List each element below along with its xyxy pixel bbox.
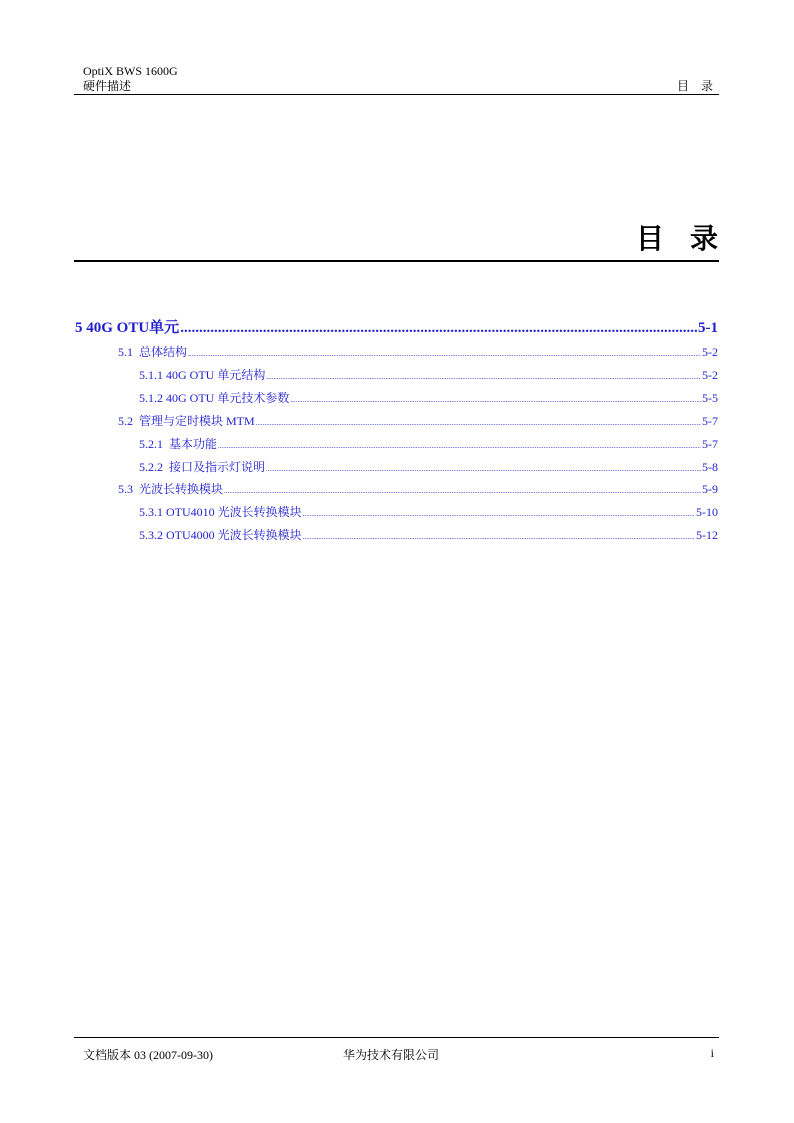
- toc-entry-5-3[interactable]: [118, 480, 718, 497]
- toc-entry-number: 5.3.1: [139, 505, 163, 519]
- toc-entry-5-3-1[interactable]: [139, 503, 718, 520]
- toc-entry-page: 5-2: [702, 345, 718, 359]
- toc-entry-5-2-1[interactable]: [139, 435, 718, 452]
- toc-entry-number: 5.2.1: [139, 437, 163, 451]
- toc-entry-page: 5-7: [702, 437, 718, 451]
- toc-entry-number: 5.3: [118, 482, 133, 496]
- toc-entry-label: OTU4010 光波长转换模块: [166, 505, 302, 519]
- toc-leader-dots: [218, 442, 701, 450]
- toc-entry-5[interactable]: [75, 316, 718, 337]
- toc-entry-page: 5-1: [698, 320, 718, 336]
- header-divider: [74, 94, 719, 95]
- footer-document-version: 文档版本 03 (2007-09-30): [83, 1048, 213, 1062]
- toc-entry-label: 总体结构: [139, 345, 188, 359]
- header-document-type: 硬件描述: [83, 79, 132, 93]
- toc-entry-5-3-2[interactable]: [139, 526, 718, 543]
- toc-leader-dots: [266, 465, 701, 473]
- footer-company-name: 华为技术有限公司: [343, 1048, 440, 1062]
- toc-entry-5-1[interactable]: [118, 343, 718, 360]
- toc-entry-page: 5-8: [702, 460, 718, 474]
- toc-entry-label: 接口及指示灯说明: [169, 460, 266, 474]
- toc-leader-dots: [180, 320, 697, 337]
- footer-divider: [74, 1037, 719, 1038]
- toc-entry-number: 5.2: [118, 414, 133, 428]
- toc-entry-label: 管理与定时模块 MTM: [139, 414, 255, 428]
- toc-entry-number: 5: [75, 320, 83, 336]
- toc-entry-label: 40G OTU 单元技术参数: [166, 391, 290, 405]
- header-product-name: OptiX BWS 1600G: [83, 64, 178, 78]
- page-title: 目录: [635, 224, 744, 255]
- toc-entry-5-2-2[interactable]: [139, 458, 718, 475]
- toc-entry-label: 40G OTU单元: [86, 320, 180, 336]
- toc-entry-number: 5.1.1: [139, 368, 163, 382]
- toc-entry-label: OTU4000 光波长转换模块: [166, 528, 302, 542]
- toc-entry-number: 5.3.2: [139, 528, 163, 542]
- toc-entry-page: 5-10: [696, 505, 718, 519]
- toc-leader-dots: [303, 533, 695, 541]
- footer-page-number: i: [710, 1046, 714, 1060]
- toc-entry-number: 5.2.2: [139, 460, 163, 474]
- toc-leader-dots: [266, 373, 701, 381]
- toc-leader-dots: [188, 350, 701, 358]
- toc-leader-dots: [303, 510, 695, 518]
- toc-entry-number: 5.1: [118, 345, 133, 359]
- header-section-name: 目录: [676, 79, 725, 93]
- toc-entry-label: 光波长转换模块: [139, 482, 224, 496]
- toc-entry-page: 5-7: [702, 414, 718, 428]
- toc-entry-5-1-2[interactable]: [139, 389, 718, 406]
- toc-entry-page: 5-2: [702, 368, 718, 382]
- toc-entry-5-2[interactable]: [118, 412, 718, 429]
- toc-entry-page: 5-12: [696, 528, 718, 542]
- toc-entry-number: 5.1.2: [139, 391, 163, 405]
- toc-leader-dots: [224, 487, 701, 495]
- title-divider: [74, 260, 719, 262]
- toc-entry-label: 40G OTU 单元结构: [166, 368, 266, 382]
- toc-entry-label: 基本功能: [169, 437, 218, 451]
- toc-entry-5-1-1[interactable]: [139, 366, 718, 383]
- toc-entry-page: 5-5: [702, 391, 718, 405]
- toc-entry-page: 5-9: [702, 482, 718, 496]
- toc-leader-dots: [256, 419, 701, 427]
- toc-leader-dots: [290, 396, 701, 404]
